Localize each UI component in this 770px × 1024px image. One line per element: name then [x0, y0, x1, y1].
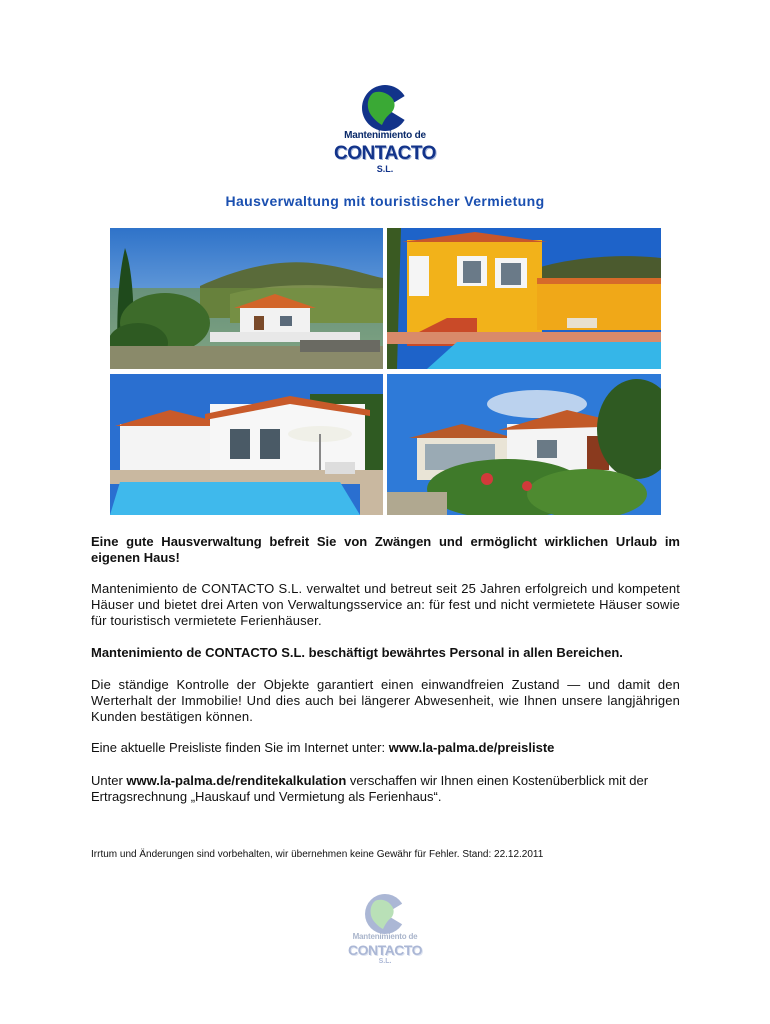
footer-logo-text-sl: S.L. [378, 958, 392, 965]
company-logo [325, 84, 445, 176]
company-intro-paragraph: Mantenimiento de CONTACTO S.L. verwaltet und betreut seit 25 Jahren erfolgreich und kompetent Häuser und bietet drei Arten von Verwaltungsservice an: für fest und nicht vermietete Häuser sowie für touristisch vermietete Ferienhäuser. [91, 581, 680, 628]
price-list-link[interactable]: www.la-palma.de/preisliste [388, 740, 555, 755]
price-list-paragraph [91, 740, 680, 756]
house-photo-yellow-pool [387, 228, 661, 369]
intro-headline: Eine gute Hausverwaltung befreit Sie von Zwängen und ermöglicht wirklichen Urlaub im eigenen Haus! [91, 534, 680, 565]
house-photo-white-villa-pool [110, 374, 383, 515]
price-list-text: Eine aktuelle Preisliste finden Sie im Internet unter: [91, 740, 389, 755]
staff-statement: Mantenimiento de CONTACTO S.L. beschäftigt bewährtes Personal in allen Bereichen. [91, 645, 623, 660]
calculation-suffix: verschaffen wir Ihnen einen Kostenüberblick mit der Ertragsrechnung „Hauskauf und Vermietung als Ferienhaus“. [91, 773, 649, 804]
footer-logo-text-contacto: CONTACTO [347, 942, 423, 958]
calculation-prefix: Unter [91, 773, 127, 788]
disclaimer-footer: Irrtum und Änderungen sind vorbehalten, wir übernehmen keine Gewähr für Fehler. Stand: 22.12.2011 [91, 849, 544, 860]
calculation-link[interactable]: www.la-palma.de/renditekalkulation [126, 773, 347, 788]
house-photo-cottage-garden [387, 374, 661, 515]
logo-text-contacto: CONTACTO [334, 143, 436, 164]
page-title: Hausverwaltung mit touristischer Vermietung [225, 193, 545, 209]
footer-logo-text-mantenimiento: Mantenimiento de [352, 932, 418, 941]
house-photo-hillside [110, 228, 383, 369]
logo-emblem-icon [325, 84, 445, 132]
calculation-paragraph [91, 773, 680, 805]
footer-logo-emblem-icon [325, 890, 445, 938]
logo-text-mantenimiento: Mantenimiento de [344, 130, 426, 141]
logo-text-sl: S.L. [376, 164, 394, 174]
control-paragraph: Die ständige Kontrolle der Objekte garantiert einen einwandfreien Zustand — und damit den Werterhalt der Immobilie! Und dies auch bei längerer Abwesenheit, wie Ihnen unsere langjährigen Kunden bestätigen können. [91, 677, 680, 724]
footer-logo [325, 890, 445, 982]
